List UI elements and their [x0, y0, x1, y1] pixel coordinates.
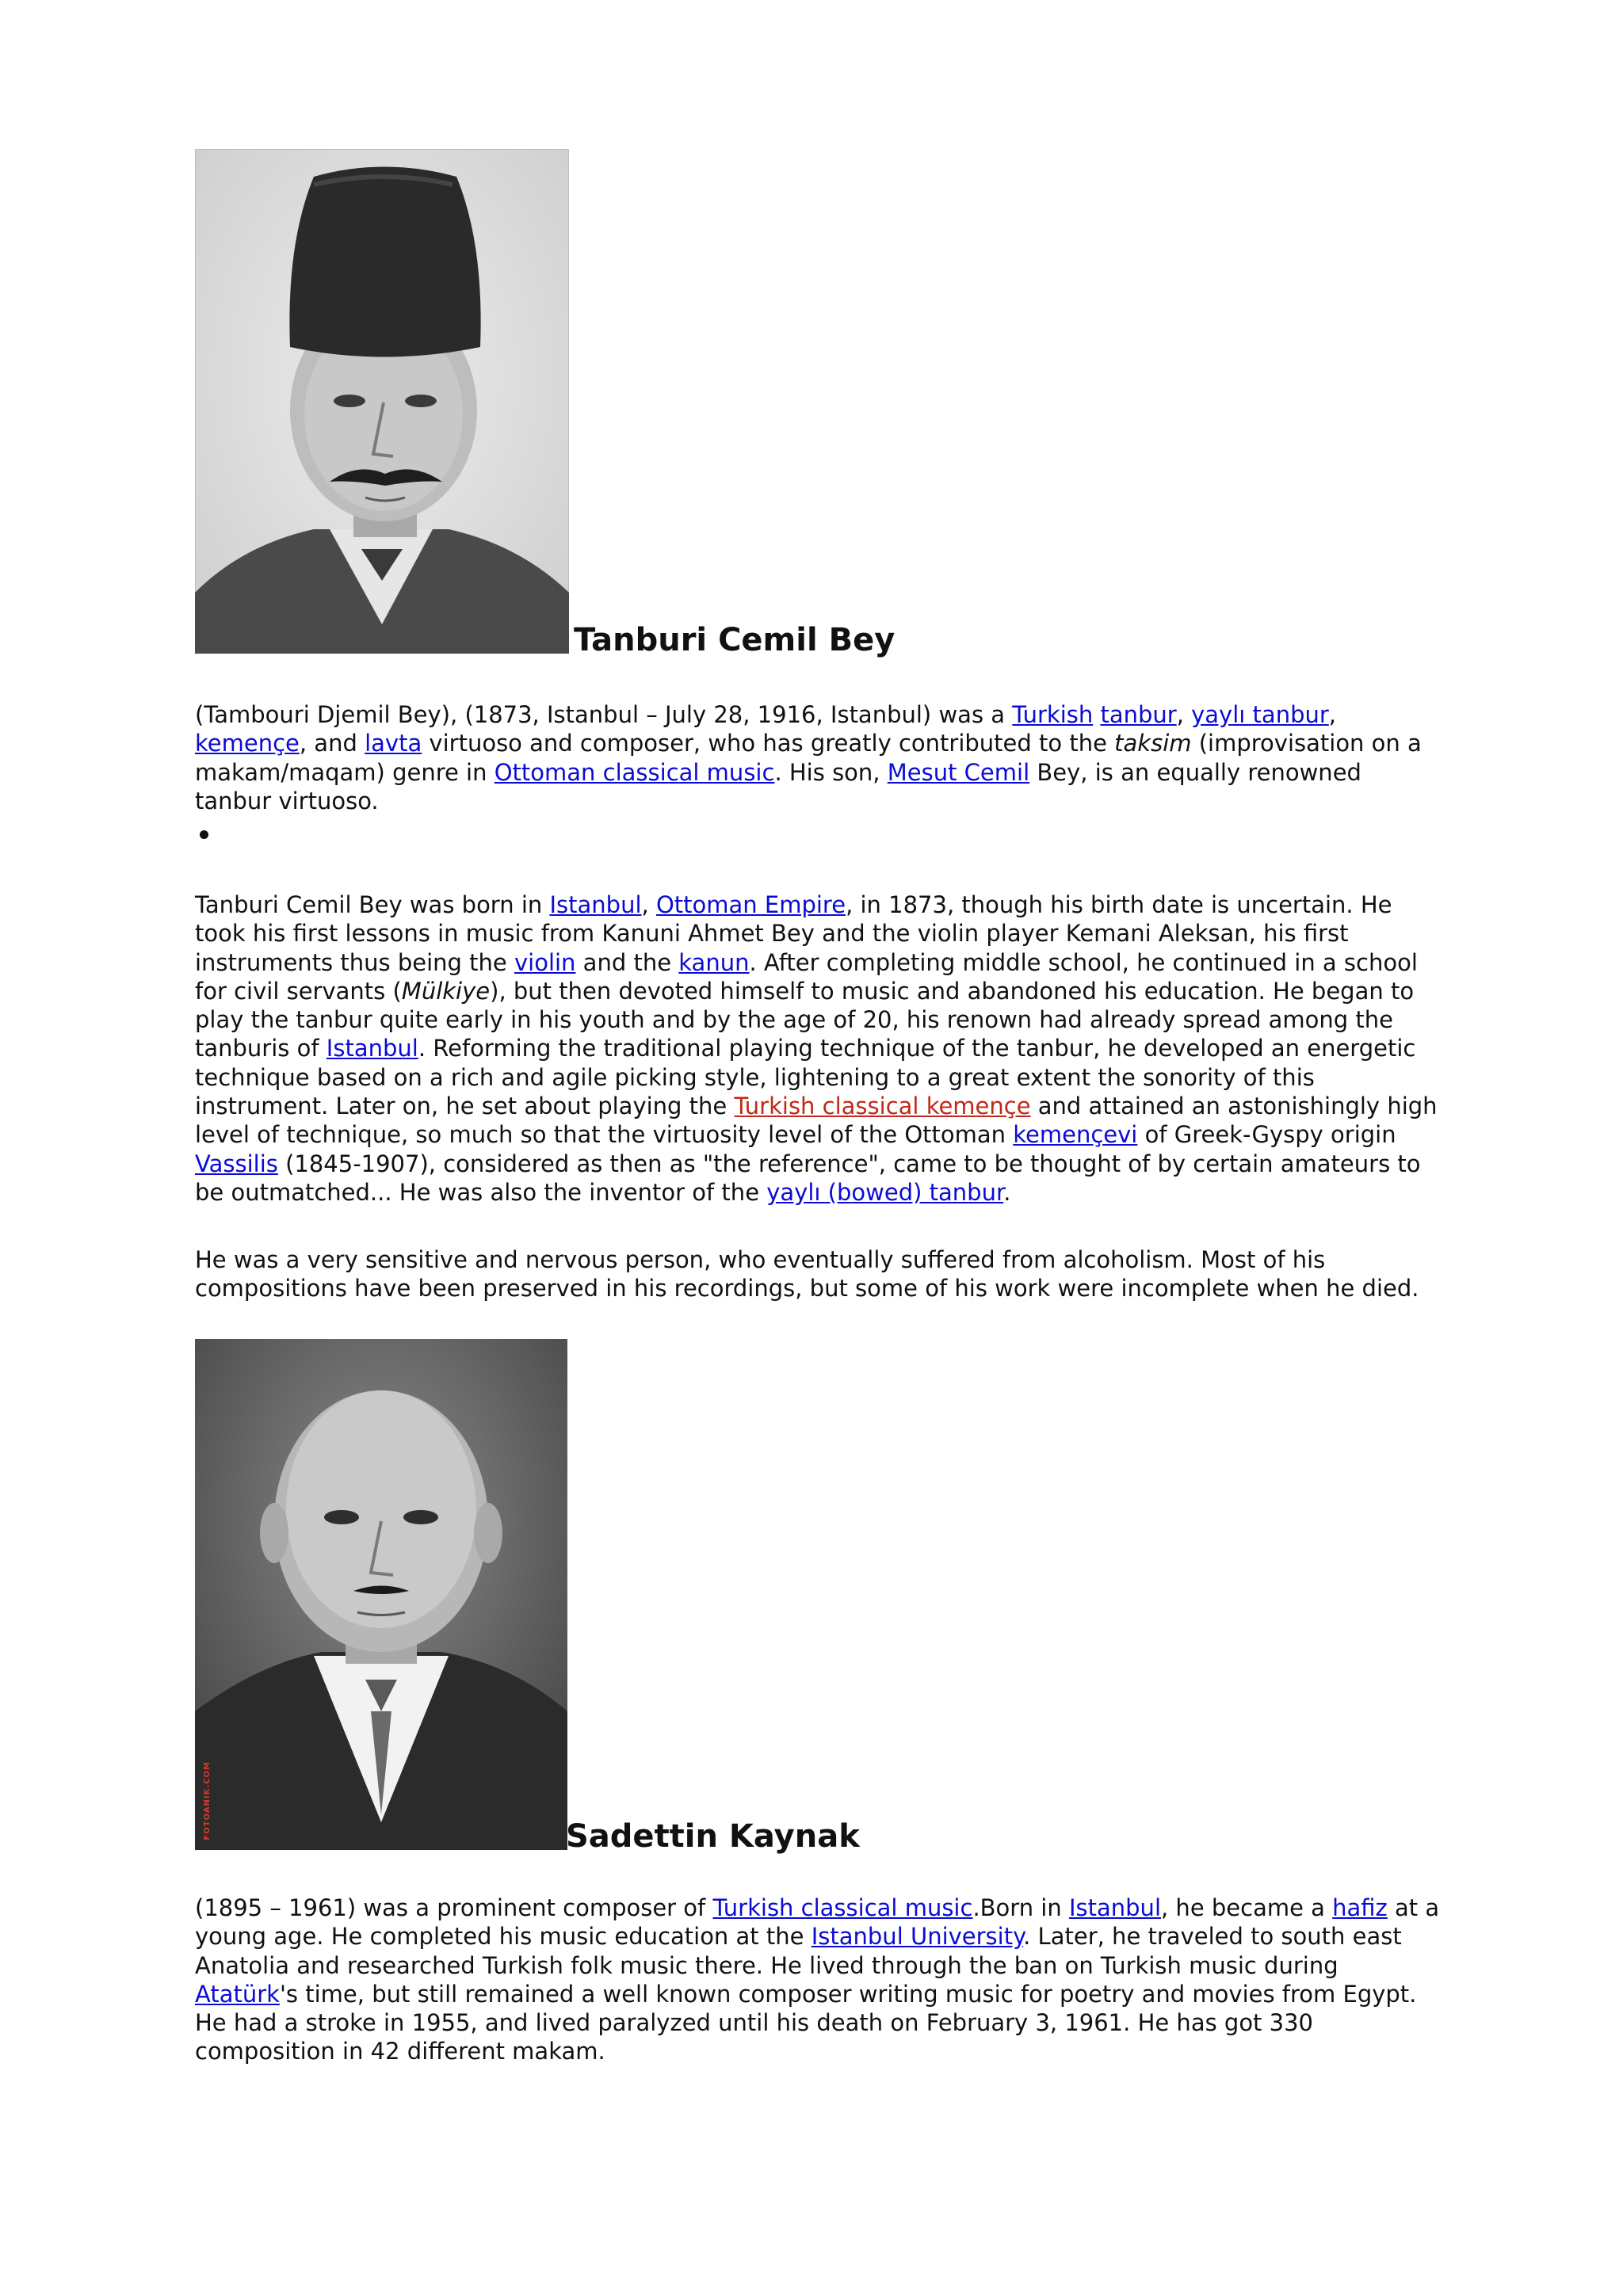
text-run: Tanburi Cemil Bey was born in — [195, 891, 550, 918]
text-run: Bey, is an equally renowned tanbur virtuoso. — [195, 758, 1361, 814]
link-kanun[interactable]: kanun — [678, 948, 750, 976]
text-run: 's time, but still remained a well known composer writing music for poetry and movies from Egypt. He had a stroke in 1955, and lived paralyzed until his death on February 3, 1961. He has got 330 composition in 42 different makam. — [195, 1980, 1417, 2065]
link-kemen-e[interactable]: kemençe — [195, 730, 300, 757]
text-run: . After completing middle school, he continued in a school for civil servants ( — [195, 948, 1418, 1005]
text-run: , and — [299, 730, 365, 757]
link-yayl-bowed-tanbur[interactable]: yaylı (bowed) tanbur — [766, 1178, 1004, 1206]
text-run: . His son, — [774, 758, 888, 786]
text-run: , — [641, 891, 656, 918]
heading-kaynak: Sadettin Kaynak — [566, 1818, 860, 1855]
portrait-kaynak-image — [195, 1339, 567, 1850]
photo-watermark: FOTOANIK.COM — [203, 1761, 212, 1840]
text-run: . Reforming the traditional playing technique of the tanbur, he developed an energetic technique based on a rich and agile picking style, lightening to a great extent the sonority of this instrument. Later on, he set about playing the — [195, 1035, 1416, 1120]
link-vassilis[interactable]: Vassilis — [195, 1150, 278, 1177]
link-ottoman-classical-music[interactable]: Ottoman classical music — [494, 758, 775, 786]
text-run: (Tambouri Djemil Bey), (1873, Istanbul – July 28, 1916, Istanbul) was a — [195, 701, 1013, 728]
cemil-personality-paragraph — [195, 1245, 1442, 1303]
link-atat-rk[interactable]: Atatürk — [195, 1980, 280, 2008]
link-turkish-classical-music[interactable]: Turkish classical music — [712, 1894, 973, 1921]
empty-list-bullet — [200, 830, 208, 839]
cemil-biography-paragraph — [195, 891, 1442, 1207]
link-istanbul[interactable]: Istanbul — [549, 891, 642, 918]
text-run: (improvisation on a makam/maqam) genre in — [195, 730, 1422, 786]
text-run: and the — [575, 948, 679, 976]
text-run: . Later, he traveled to south east Anatolia and researched Turkish folk music there. He lived through the ban on Turkish music during — [195, 1923, 1402, 1979]
link-lavta[interactable]: lavta — [365, 730, 422, 757]
text-run: virtuoso and composer, who has greatly contributed to the — [422, 730, 1115, 757]
link-mesut-cemil[interactable]: Mesut Cemil — [887, 758, 1030, 786]
portrait-cemil-photo — [195, 149, 569, 654]
cemil-intro-paragraph — [195, 700, 1442, 815]
link-kemen-evi[interactable]: kemençevi — [1013, 1121, 1138, 1149]
link-istanbul-university[interactable]: Istanbul University — [811, 1923, 1024, 1951]
link-tanbur[interactable]: tanbur — [1100, 701, 1177, 728]
link-istanbul[interactable]: Istanbul — [1068, 1894, 1161, 1921]
link-turkish[interactable]: Turkish — [1012, 701, 1094, 728]
link-violin[interactable]: violin — [514, 948, 576, 976]
link-istanbul[interactable]: Istanbul — [326, 1035, 418, 1062]
text-run: .Born in — [972, 1894, 1069, 1921]
link-turkish-classical-kemen-e[interactable]: Turkish classical kemençe — [734, 1093, 1031, 1120]
link-yayl-tanbur[interactable]: yaylı tanbur — [1191, 701, 1329, 728]
text-run: , in 1873, though his birth date is uncertain. He took his first lessons in music from Kanuni Ahmet Bey and the violin player Kemani Aleksan, his first instruments thus being the — [195, 891, 1392, 976]
text-run: and attained an astonishingly high level of technique, so much so that the virtuosity level of the Ottoman — [195, 1093, 1438, 1149]
text-run: , he became a — [1161, 1894, 1333, 1921]
text-run: He was a very sensitive and nervous person, who eventually suffered from alcoholism. Most of his compositions have been preserved in his recordings, but some of his work were incomplete when he died. — [195, 1246, 1419, 1302]
text-run: , — [1328, 701, 1337, 728]
text-run: ), but then devoted himself to music and abandoned his education. He began to play the tanbur quite early in his youth and by the age of 20, his renown had already spread among the tanburis of — [195, 977, 1415, 1062]
portrait-kaynak-photo — [195, 1339, 567, 1850]
text-run: (1845-1907), considered as then as "the reference", came to be thought of by certain amateurs to be outmatched... He was also the inventor of the — [195, 1150, 1421, 1206]
portrait-cemil-image — [195, 149, 569, 654]
link-hafiz[interactable]: hafiz — [1332, 1894, 1388, 1921]
text-run: . — [1003, 1178, 1011, 1206]
text-run: of Greek-Gyspy origin — [1137, 1121, 1396, 1149]
text-run: (1895 – 1961) was a prominent composer of — [195, 1894, 713, 1921]
link-ottoman-empire[interactable]: Ottoman Empire — [655, 891, 846, 918]
text-run: at a young age. He completed his music education at the — [195, 1894, 1440, 1951]
heading-cemil: Tanburi Cemil Bey — [574, 622, 896, 658]
text-run: , — [1176, 701, 1192, 728]
italic-term: Mülkiye — [401, 977, 491, 1005]
kaynak-biography-paragraph — [195, 1894, 1442, 2066]
italic-term: taksim — [1114, 730, 1192, 757]
